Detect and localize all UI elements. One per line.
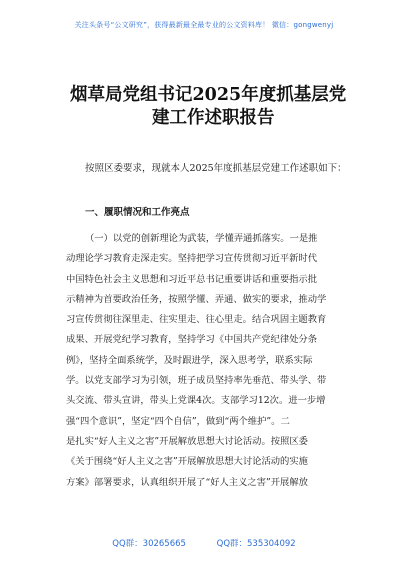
page-footer [0, 537, 408, 549]
body-line: 动理论学习教育走深走实。坚持把学习宣传贯彻习近平新时代 [66, 253, 318, 265]
document-title [70, 84, 370, 130]
body-line: 示精神为首要政治任务，按照学懂、弄通、做实的要求，推动学 [66, 293, 327, 305]
body-line: 强“四个意识”，坚定“四个自信”，做到“两个维护”。二 [66, 415, 290, 427]
section-heading [66, 204, 364, 218]
body-line: 《关于围绕“好人主义之害”开展解放思想大讨论活动的实施 [66, 456, 308, 468]
body-line: 方案》部署要求，认真组织开展了“好人主义之害”开展解放 [66, 476, 308, 488]
footer-qq-group-2: QQ群：535304092 [216, 539, 296, 549]
body-line: 是扎实“好人主义之害”开展解放思想大讨论活动。按照区委 [66, 435, 308, 447]
section-heading-text: 一、履职情况和工作亮点 [85, 207, 190, 218]
intro-text: 按照区委要求，现就本人2025年度抓基层党建工作述职如下： [85, 163, 347, 174]
page-header-banner: 关注头条号“公文研究”，获得最新最全最专业的公文资料库！ 微信：gongwenyj [74, 21, 334, 29]
footer-qq-group-1: QQ群：30265665 [112, 539, 186, 549]
body-line: 头交流、带头宣讲，带头上党课4次。支部学习12次。进一步增 [66, 395, 326, 407]
title-line-1: 烟草局党组书记2025年度抓基层党 [70, 85, 347, 105]
body-line: （一）以党的创新理论为武装，学懂弄通抓落实。一是推 [85, 233, 318, 244]
body-line: 中国特色社会主义思想和习近平总书记重要讲话和重要指示批 [66, 273, 318, 285]
body-line: 例》，坚持全面系统学，及时跟进学，深入思考学，联系实际 [66, 354, 313, 366]
body-line: 学。以党支部学习为引领，班子成员坚持率先垂范、带头学、带 [66, 375, 327, 387]
title-line-2: 建工作述职报告 [152, 108, 275, 128]
intro-paragraph [66, 158, 364, 179]
body-line: 习宣传贯彻往深里走、往实里走、往心里走。结合巩固主题教育 [66, 314, 327, 326]
body-paragraph [66, 229, 366, 493]
body-line: 成果、开展党纪学习教育，坚持学习《中国共产党纪律处分条 [66, 334, 318, 346]
